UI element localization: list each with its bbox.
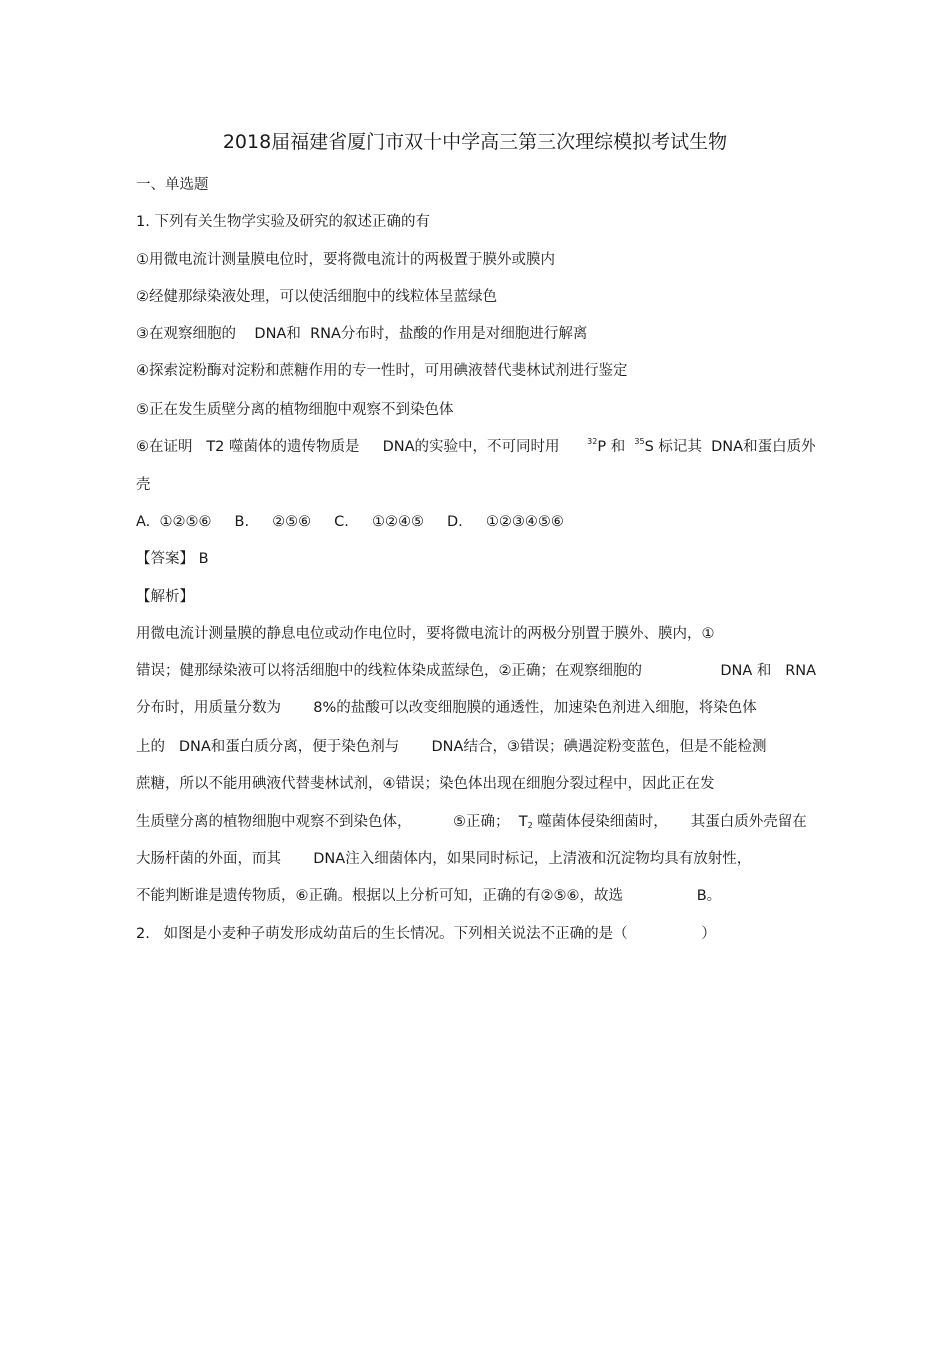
analysis-line: 错误；健那绿染液可以将活细胞中的线粒体染成蓝绿色，②正确；在观察细胞的 DNA 和 RNA — [136, 663, 817, 679]
p32-superscript: 32 — [587, 437, 598, 446]
question-1-item-6-continued: 壳 — [136, 477, 151, 493]
analysis-line: 上的 DNA和蛋白质分离，便于染色剂与 DNA结合，③错误；碘遇淀粉变蓝色，但是不能检测 — [136, 739, 767, 755]
t2-subscript: 2 — [527, 821, 533, 830]
s35-superscript: 35 — [634, 437, 645, 446]
analysis-line: 蔗糖，所以不能用碘液代替斐林试剂，④错误；染色体出现在细胞分裂过程中，因此正在发 — [136, 776, 715, 792]
analysis-line: 分布时，用质量分数为 8%的盐酸可以改变细胞膜的通透性，加速染色剂进入细胞，将染色体 — [136, 700, 757, 716]
item-6-text-a: ⑥在证明 T2 噬菌体的遗传物质是 DNA的实验中，不可同时用 — [136, 439, 588, 455]
answer-label: 【答案】 B — [136, 551, 209, 567]
analysis-line — [136, 812, 807, 832]
analysis-line-6-tail: 噬菌体侵染细菌时， 其蛋白质外壳留在 — [532, 814, 807, 830]
question-1-item-4: ④探索淀粉酶对淀粉和蔗糖作用的专一性时，可用碘液替代斐林试剂进行鉴定 — [136, 363, 628, 379]
analysis-line: 用微电流计测量膜的静息电位或动作电位时，要将微电流计的两极分别置于膜外、膜内，① — [136, 626, 715, 642]
question-1-item-2: ②经健那绿染液处理，可以使活细胞中的线粒体呈蓝绿色 — [136, 289, 497, 305]
question-2-stem: 2. 如图是小麦种子萌发形成幼苗后的生长情况。下列相关说法不正确的是（ ） — [136, 926, 716, 942]
question-1-options: A. ①②⑤⑥ B. ②⑤⑥ C. ①②④⑤ D. ①②③④⑤⑥ — [136, 514, 564, 530]
item-6-text-c: S 标记其 DNA和蛋白质外 — [644, 439, 816, 455]
question-1-item-1: ①用微电流计测量膜电位时，要将微电流计的两极置于膜外或膜内 — [136, 252, 555, 268]
analysis-line: 不能判断谁是遗传物质，⑥正确。根据以上分析可知，正确的有②⑤⑥，故选 B。 — [136, 888, 722, 904]
analysis-line: 大肠杆菌的外面，而其 DNA注入细菌体内，如果同时标记，上清液和沉淀物均具有放射性， — [136, 851, 752, 867]
page-title: 2018届福建省厦门市双十中学高三第三次理综模拟考试生物 — [222, 131, 728, 153]
section-heading: 一、单选题 — [136, 177, 209, 193]
analysis-line-6-text: 生质壁分离的植物细胞中观察不到染色体， ⑤正确； T — [136, 814, 528, 830]
question-1-item-6 — [136, 437, 816, 457]
question-1-item-3: ③在观察细胞的 DNA和 RNA分布时，盐酸的作用是对细胞进行解离 — [136, 326, 588, 342]
analysis-label: 【解析】 — [136, 589, 194, 605]
question-1-stem: 1. 下列有关生物学实验及研究的叙述正确的有 — [136, 214, 430, 230]
item-6-text-b: P 和 — [597, 439, 635, 455]
question-1-item-5: ⑤正在发生质壁分离的植物细胞中观察不到染色体 — [136, 402, 454, 418]
